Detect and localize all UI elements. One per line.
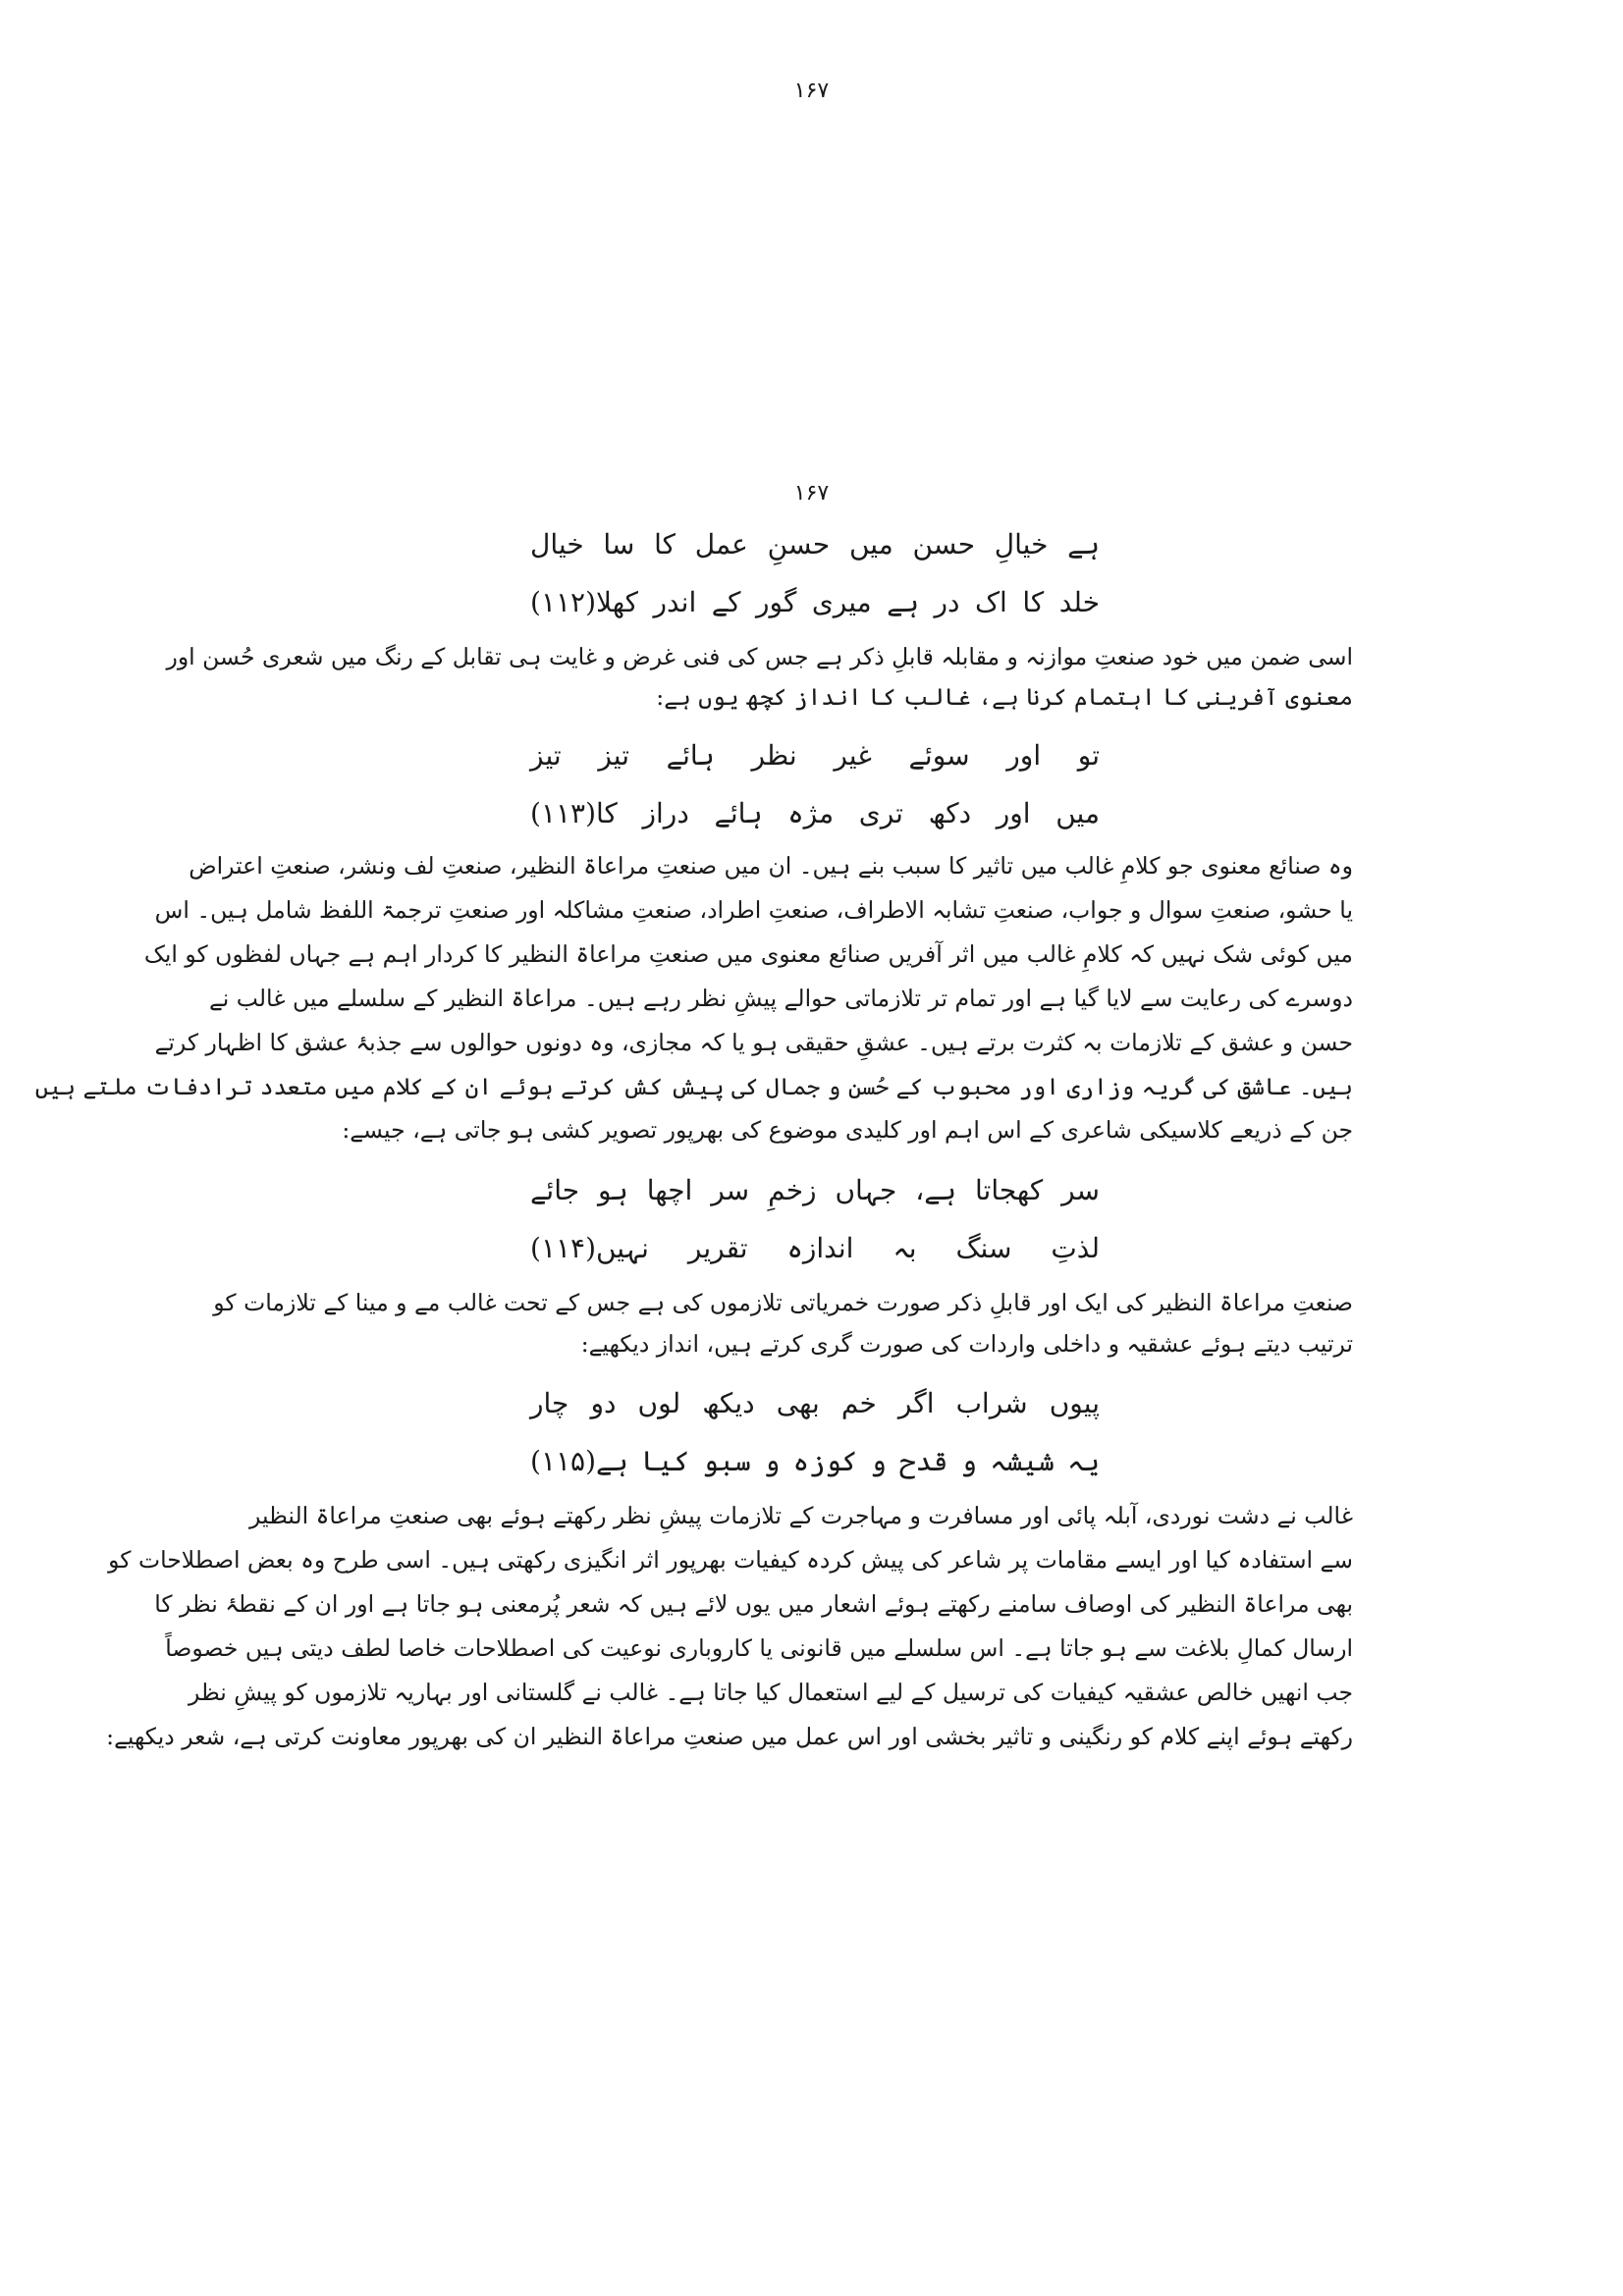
- paragraph-line: رکھتے ہوئے اپنے کلام کو رنگینی و تاثیر بخشی اور اس عمل میں صنعتِ مراعاۃ النظیر ان کی بھرپور معاونت کرتی ہے، شعر دیکھیے:: [106, 1723, 1353, 1750]
- verse-line: پیوں شراب اگر خم بھی دیکھ لوں دو چار: [530, 1387, 1100, 1419]
- page-number-inner: ۱۶۷: [793, 481, 830, 506]
- paragraph-line: بھی مراعاۃ النظیر کی اوصاف سامنے رکھتے ہوئے اشعار میں یوں لائے ہیں کہ شعر پُرمعنی ہو جاتا ہے اور ان کے نقطۂ نظر کا: [154, 1590, 1353, 1618]
- paragraph-line: جن کے ذریعے کلاسیکی شاعری کے اس اہم اور کلیدی موضوع کی بھرپور تصویر کشی ہو جاتی ہے، جیسے:: [342, 1116, 1353, 1144]
- paragraph-line: دوسرے کی رعایت سے لایا گیا ہے اور تمام تر تلازماتی حوالے پیشِ نظر رہے ہیں۔ مراعاۃ النظیر کے سلسلے میں غالب نے: [209, 985, 1353, 1012]
- paragraph-line: غالب نے دشت نوردی، آبلہ پائی اور مسافرت و مہاجرت کے تلازمات پیشِ نظر رکھتے ہوئے بھی صنعتِ مراعاۃ النظیر: [249, 1502, 1353, 1529]
- paragraph-line: وہ صنائع معنوی جو کلامِ غالب میں تاثیر کا سبب بنے ہیں۔ ان میں صنعتِ مراعاۃ النظیر، صنعتِ لف ونشر، صنعتِ اعتراض: [189, 852, 1353, 880]
- paragraph-line: حسن و عشق کے تلازمات بہ کثرت برتے ہیں۔ عشقِ حقیقی ہو یا کہ مجازی، وہ دونوں حوالوں سے جذبۂ عشق کا اظہار کرتے: [154, 1029, 1353, 1056]
- paragraph-line: ہیں۔ عاشق کی گریہ وزاری اور محبوب کے حُسن و جمال کی پیش کش کرتے ہوئے ان کے کلام میں متعدد ترادفات ملتے ہیں: [34, 1073, 1353, 1100]
- paragraph-line: میں کوئی شک نہیں کہ کلامِ غالب میں اثر آفریں صنائع معنوی میں صنعتِ مراعاۃ النظیر کا کردار اہم ہے جہاں لفظوں کو ایک: [143, 940, 1353, 968]
- paragraph-line: یا حشو، صنعتِ سوال و جواب، صنعتِ تشابہ الاطراف، صنعتِ اطراد، صنعتِ مشاکلہ اور صنعتِ ترجمۃ اللفظ شامل ہیں۔ اس: [154, 896, 1353, 924]
- paragraph-line: صنعتِ مراعاۃ النظیر کی ایک اور قابلِ ذکر صورت خمریاتی تلازموں کی ہے جس کے تحت غالب مے و مینا کے تلازمات کو: [213, 1289, 1353, 1316]
- paragraph-line: ترتیب دیتے ہوئے عشقیہ و داخلی واردات کی صورت گری کرتے ہیں، انداز دیکھیے:: [580, 1330, 1353, 1358]
- verse-line: ہے خیالِ حسن میں حسنِ عمل کا سا خیال: [530, 528, 1100, 561]
- verse-line: لذتِ سنگ بہ اندازہ تقریر نہیں(۱۱۴): [530, 1232, 1100, 1264]
- verse-line: تو اور سوئے غیر نظر ہائے تیز تیز: [530, 739, 1100, 772]
- verse-line: سر کھجاتا ہے، جہاں زخمِ سر اچھا ہو جائے: [530, 1174, 1100, 1206]
- verse-line: میں اور دکھ تری مژہ ہائے دراز کا(۱۱۳): [530, 797, 1100, 829]
- page-number-top: ۱۶۷: [793, 79, 830, 103]
- verse-line: خلد کا اک در ہے میری گور کے اندر کھلا(۱۱۲): [530, 586, 1100, 618]
- paragraph-line: سے استفادہ کیا اور ایسے مقامات پر شاعر کی پیش کردہ کیفیات بھرپور اثر انگیزی رکھتی ہیں۔ اسی طرح وہ بعض اصطلاحات کو: [108, 1546, 1353, 1574]
- paragraph-line: معنوی آفرینی کا اہتمام کرنا ہے، غالب کا انداز کچھ یوں ہے:: [656, 683, 1353, 711]
- paragraph-line: ارسال کمالِ بلاغت سے ہو جاتا ہے۔ اس سلسلے میں قانونی یا کاروباری نوعیت کی اصطلاحات خاصا لطف دیتی ہیں خصوصاً: [165, 1634, 1353, 1662]
- paragraph-line: اسی ضمن میں خود صنعتِ موازنہ و مقابلہ قابلِ ذکر ہے جس کی فنی غرض و غایت ہی تقابل کے رنگ میں شعری حُسن اور: [166, 643, 1353, 670]
- verse-line: یہ شیشہ و قدح و کوزہ و سبو کیا ہے(۱۱۵): [530, 1445, 1100, 1477]
- paragraph-line: جب انھیں خالص عشقیہ کیفیات کی ترسیل کے لیے استعمال کیا جاتا ہے۔ غالب نے گلستانی اور بہاریہ تلازموں کو پیشِ نظر: [189, 1679, 1353, 1706]
